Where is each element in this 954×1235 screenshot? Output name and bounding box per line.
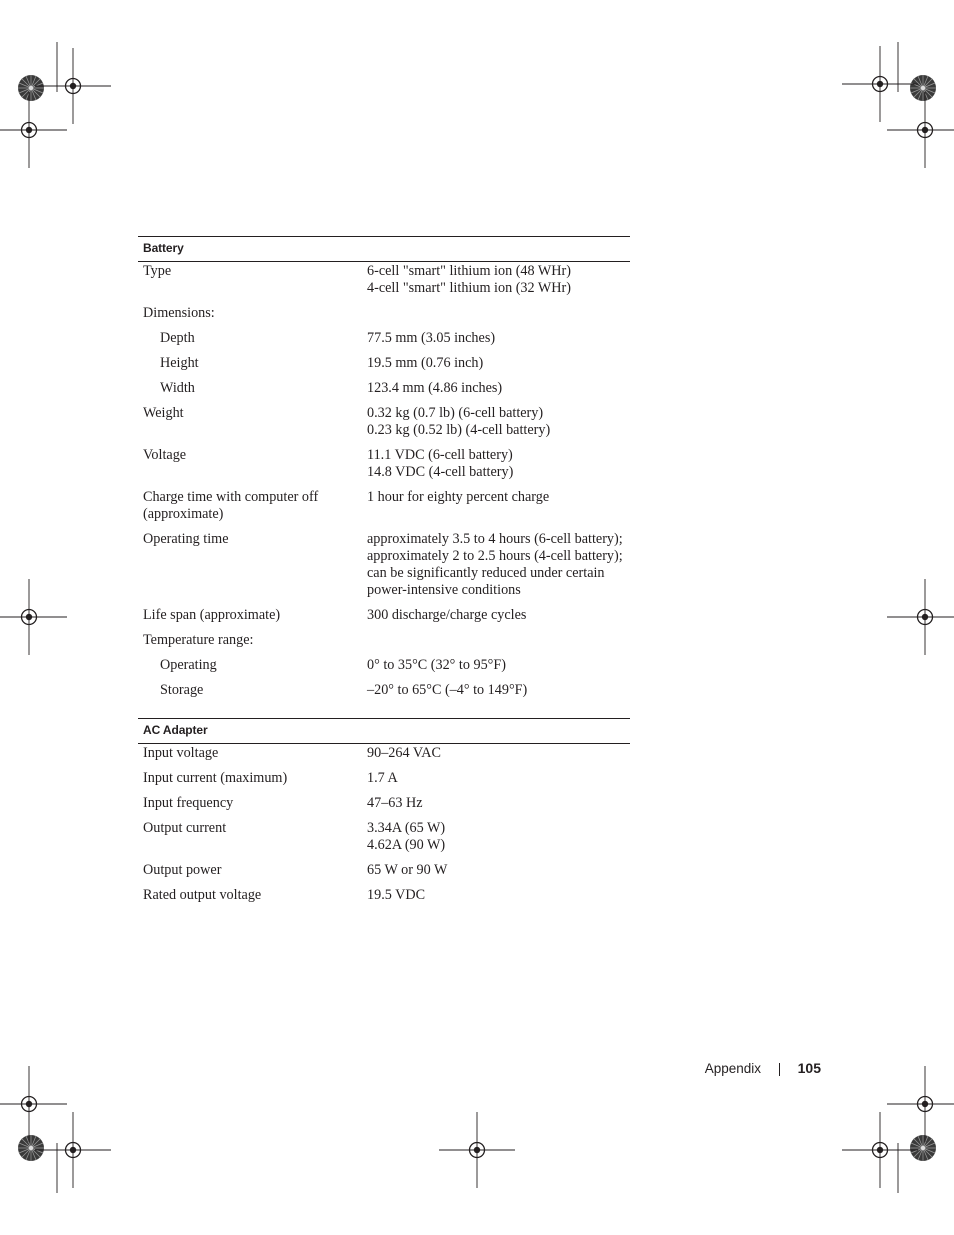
- spec-value-line: 47–63 Hz: [367, 795, 423, 811]
- spec-value-line: 300 discharge/charge cycles: [367, 607, 527, 623]
- spec-value-line: 0.32 kg (0.7 lb) (6-cell battery): [367, 405, 544, 421]
- spec-value-line: 90–264 VAC: [367, 745, 441, 761]
- ac-adapter-spec-table: [138, 718, 630, 912]
- spec-row: [138, 632, 630, 649]
- spec-value-line: approximately 2 to 2.5 hours (4-cell battery);: [367, 548, 623, 564]
- crosshair-registration-icon: [887, 92, 954, 168]
- spec-value-line: 1.7 A: [367, 770, 398, 786]
- battery-spec-table: [138, 236, 630, 707]
- battery-section-header: [138, 236, 630, 262]
- crosshair-registration-icon: [887, 579, 954, 655]
- starburst-target-icon: [910, 75, 936, 101]
- spec-value: [362, 657, 630, 674]
- page-number: 105: [797, 1060, 821, 1076]
- spec-value: [362, 380, 630, 397]
- spec-value: [362, 607, 630, 624]
- spec-row: [138, 330, 630, 347]
- spec-value: [362, 770, 630, 787]
- spec-row: [138, 531, 630, 599]
- spec-row: [138, 405, 630, 439]
- spec-row: [138, 862, 630, 879]
- crosshair-registration-icon: [439, 1112, 515, 1188]
- spec-value-line: 1 hour for eighty percent charge: [367, 489, 550, 505]
- spec-label: Temperature range:: [143, 632, 254, 648]
- spec-label: Depth: [160, 330, 195, 346]
- spec-label: Operating time: [143, 531, 229, 547]
- spec-label: Life span (approximate): [143, 607, 281, 623]
- spec-label: Height: [160, 355, 199, 371]
- spec-value: [362, 862, 630, 879]
- crosshair-registration-icon: [0, 1066, 67, 1142]
- spec-value-line: can be significantly reduced under certain: [367, 565, 605, 581]
- spec-row: [138, 489, 630, 523]
- spec-label: Dimensions:: [143, 305, 215, 321]
- crosshair-registration-icon: [0, 92, 67, 168]
- spec-row: [138, 820, 630, 854]
- spec-value-line: power-intensive conditions: [367, 582, 521, 598]
- spec-label: Rated output voltage: [143, 887, 262, 903]
- spec-value-line: 0° to 35°C (32° to 95°F): [367, 657, 506, 673]
- starburst-target-icon: [18, 75, 44, 101]
- starburst-target-icon: [18, 1135, 44, 1161]
- footer-divider: [779, 1063, 780, 1076]
- ac-adapter-rows: [138, 744, 630, 904]
- spec-value-line: 4.62A (90 W): [367, 837, 446, 853]
- spec-row: [138, 305, 630, 322]
- spec-label: Output current: [143, 820, 227, 836]
- battery-rows: [138, 262, 630, 699]
- spec-row: [138, 657, 630, 674]
- spec-value-line: 4-cell "smart" lithium ion (32 WHr): [367, 280, 571, 296]
- spec-row: [138, 682, 630, 699]
- battery-section-title: Battery: [143, 241, 184, 255]
- crosshair-registration-icon: [35, 48, 111, 124]
- spec-label: Output power: [143, 862, 222, 878]
- spec-value: [362, 632, 630, 649]
- spec-row: [138, 447, 630, 481]
- spec-value: [362, 263, 630, 297]
- spec-value: [362, 330, 630, 347]
- crosshair-registration-icon: [842, 1112, 918, 1188]
- starburst-target-icon: [910, 1135, 936, 1161]
- crosshair-registration-icon: [0, 579, 67, 655]
- spec-value: [362, 489, 630, 523]
- spec-value: [362, 795, 630, 812]
- ac-adapter-section-title: AC Adapter: [143, 723, 208, 737]
- spec-value: [362, 682, 630, 699]
- crosshair-registration-icon: [887, 1066, 954, 1142]
- spec-row: [138, 263, 630, 297]
- crosshair-registration-icon: [35, 1112, 111, 1188]
- spec-value: [362, 355, 630, 372]
- spec-row: [138, 795, 630, 812]
- spec-label: Input current (maximum): [143, 770, 288, 786]
- spec-value-line: 65 W or 90 W: [367, 862, 448, 878]
- spec-value-line: –20° to 65°C (–4° to 149°F): [367, 682, 528, 698]
- spec-value-line: approximately 3.5 to 4 hours (6-cell battery);: [367, 531, 623, 547]
- spec-label: Operating: [160, 657, 217, 673]
- spec-label: Voltage: [143, 447, 187, 463]
- spec-label: Input frequency: [143, 795, 234, 811]
- spec-row: [138, 607, 630, 624]
- spec-value: [362, 305, 630, 322]
- spec-value: [362, 745, 630, 762]
- footer-section-name: Appendix: [704, 1061, 761, 1076]
- ac-adapter-section-header: [138, 718, 630, 744]
- spec-label: Type: [143, 263, 172, 279]
- spec-value: [362, 887, 630, 904]
- spec-row: [138, 380, 630, 397]
- spec-row: [138, 887, 630, 904]
- crosshair-registration-icon: [842, 46, 918, 122]
- spec-value-line: 123.4 mm (4.86 inches): [367, 380, 503, 396]
- spec-value-line: 19.5 mm (0.76 inch): [367, 355, 484, 371]
- spec-value: [362, 531, 630, 599]
- spec-label: Weight: [143, 405, 184, 421]
- spec-row: [138, 355, 630, 372]
- spec-value-line: 6-cell "smart" lithium ion (48 WHr): [367, 263, 571, 279]
- spec-label: Width: [160, 380, 195, 396]
- spec-value-line: 0.23 kg (0.52 lb) (4-cell battery): [367, 422, 551, 438]
- spec-value: [362, 820, 630, 854]
- spec-value-line: 14.8 VDC (4-cell battery): [367, 464, 514, 480]
- spec-value-line: 77.5 mm (3.05 inches): [367, 330, 496, 346]
- spec-value-line: 3.34A (65 W): [367, 820, 446, 836]
- spec-value: [362, 447, 630, 481]
- spec-row: [138, 745, 630, 762]
- spec-label: Input voltage: [143, 745, 219, 761]
- spec-label: Storage: [160, 682, 204, 698]
- spec-value-line: 11.1 VDC (6-cell battery): [367, 447, 513, 463]
- spec-value: [362, 405, 630, 439]
- spec-label: Charge time with computer off (approximate): [143, 489, 319, 522]
- spec-row: [138, 770, 630, 787]
- spec-value-line: 19.5 VDC: [367, 887, 426, 903]
